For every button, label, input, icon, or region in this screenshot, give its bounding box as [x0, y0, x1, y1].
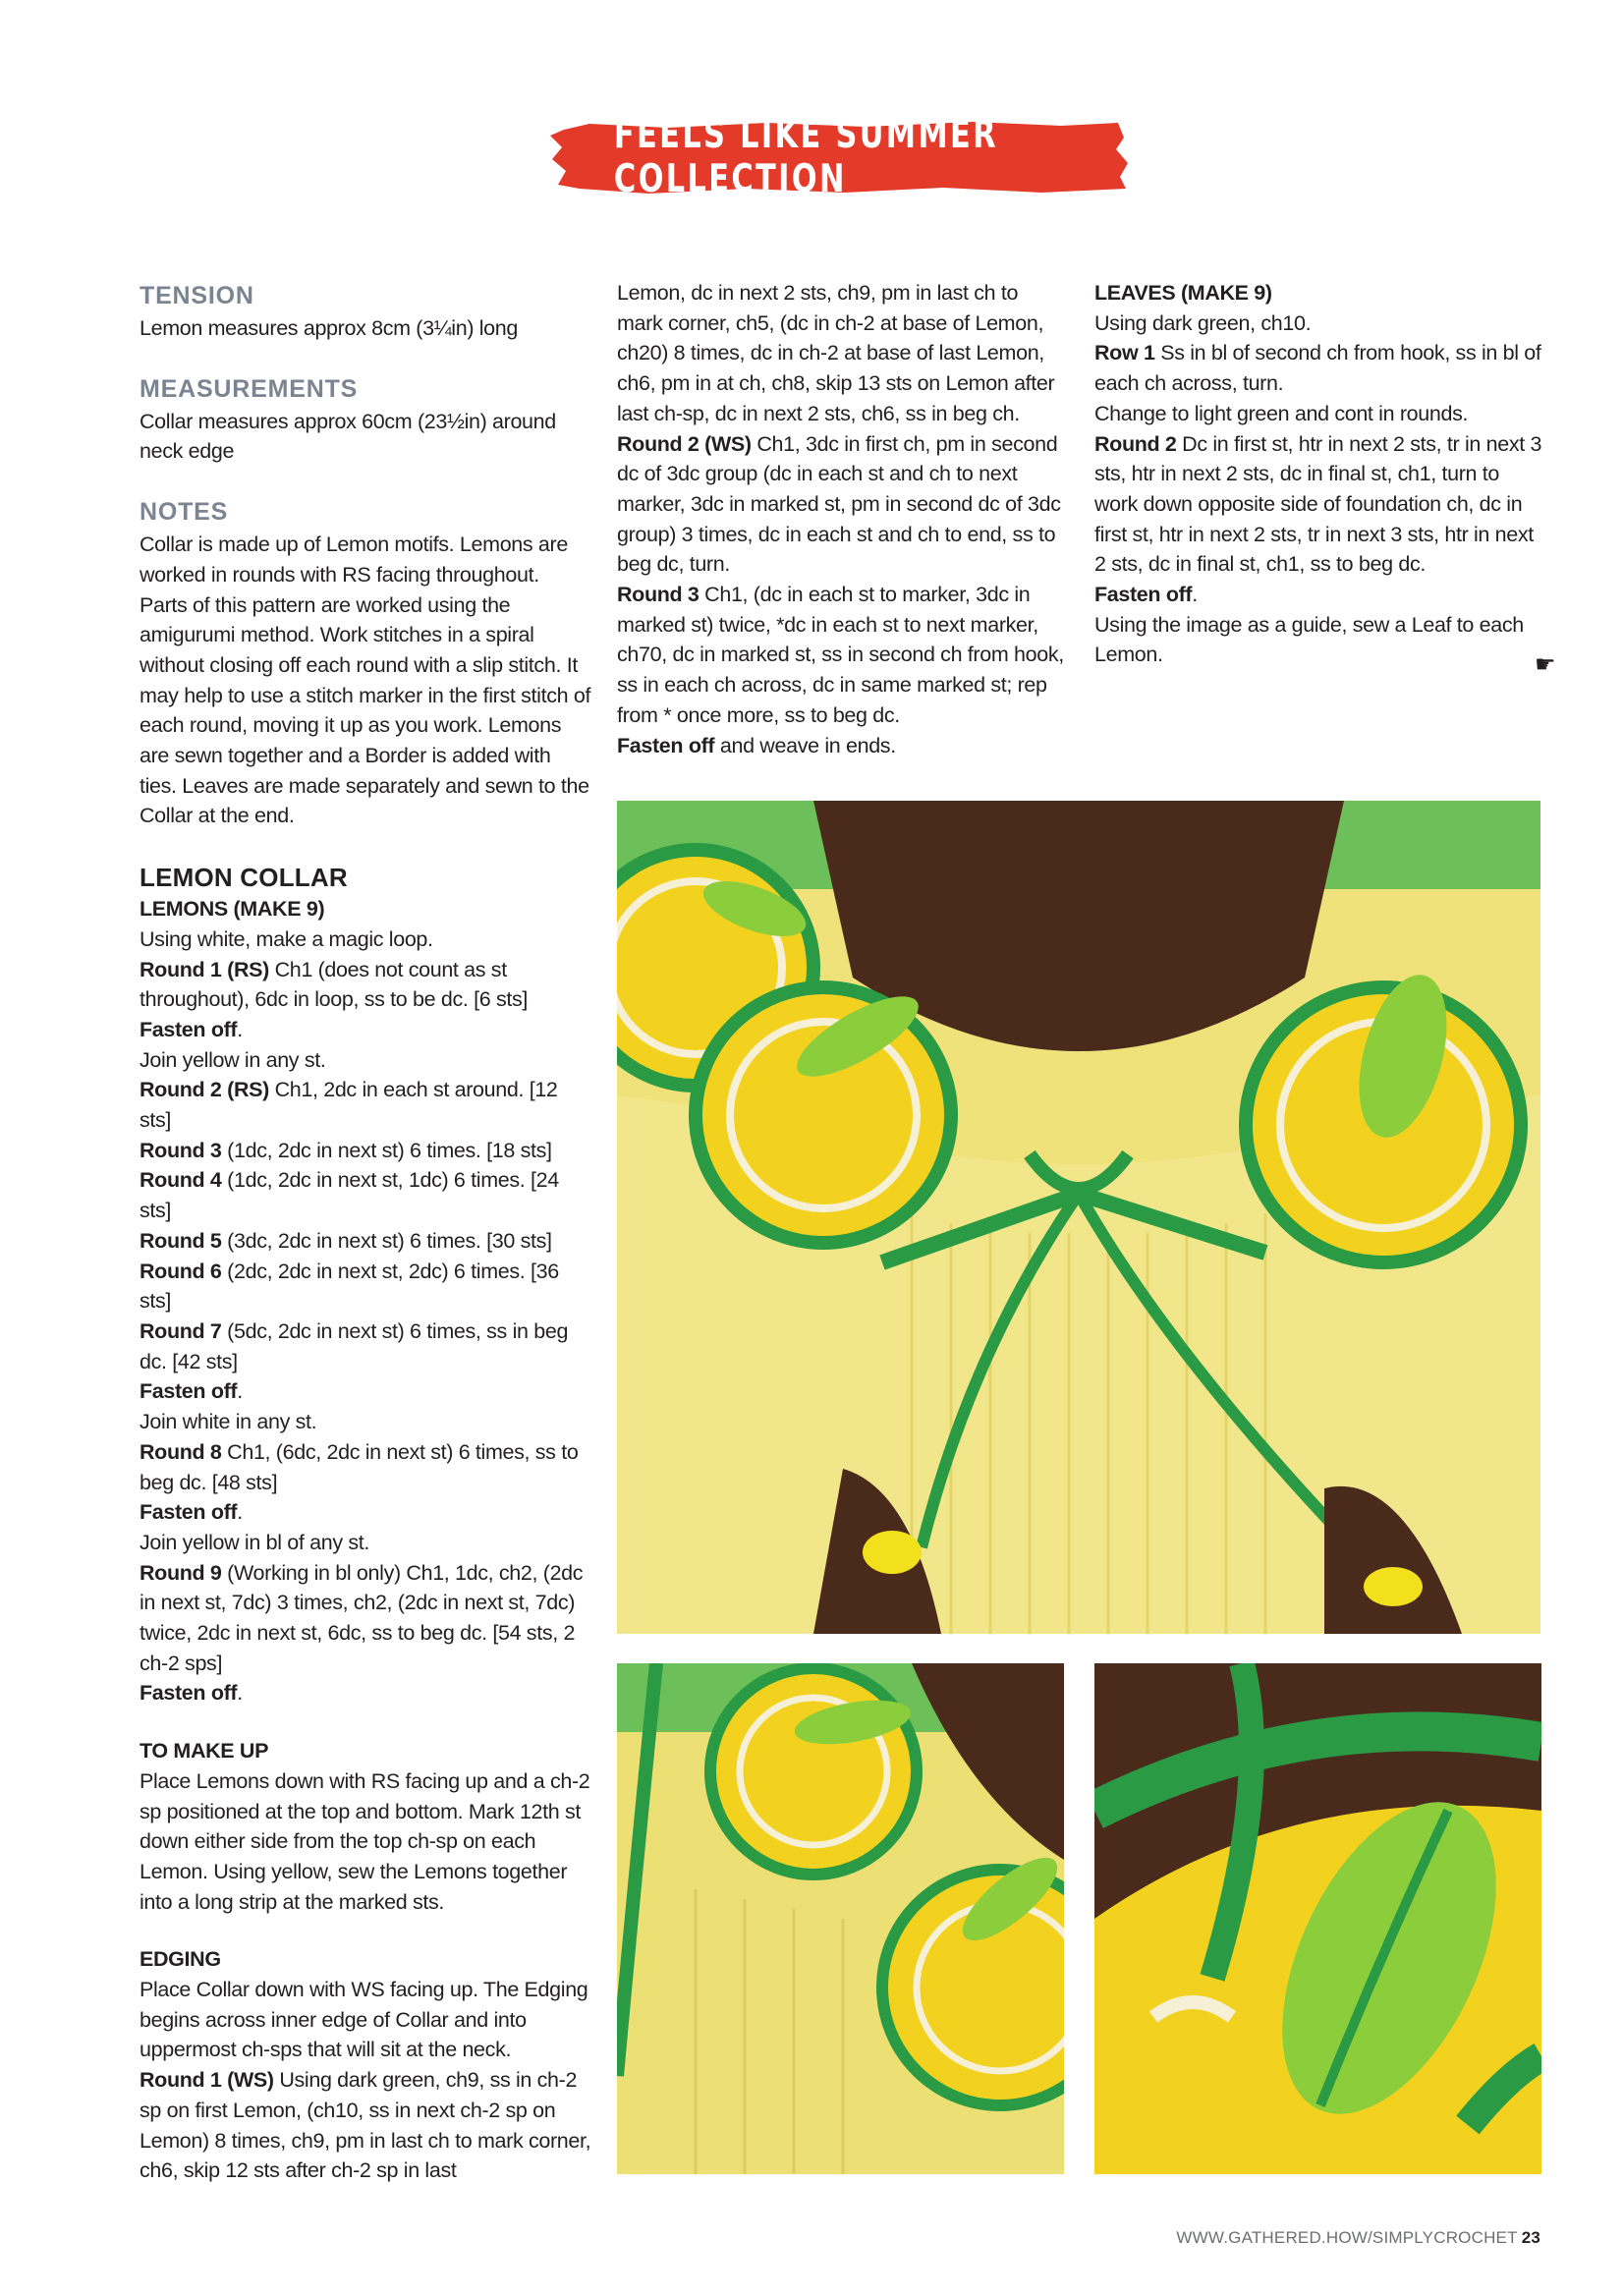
banner-title: FEELS LIKE SUMMER COLLECTION [613, 113, 998, 201]
collar-detail-photo-left [617, 1663, 1064, 2174]
make-up-heading: TO MAKE UP [140, 1739, 269, 1764]
edging-continued: Lemon, dc in next 2 sts, ch9, pm in last ch to mark corner, ch5, (dc in ch-2 at base of Lemon, ch20) 8 times, dc in ch-2 at base of last Lemon, ch6, pm in at ch, ch8, skip 13 sts on Lemon after last ch-sp, dc in next 2 sts, ch6, ss in beg ch. [617, 281, 1055, 425]
edging-round-3: Round 3 Ch1, (dc in each st to marker, 3dc in marked st) twice, *dc in each st to next marker, ch70, dc in marked st, ss in second ch from hook, ss in each ch across, dc in same marked st; rep from * once more, ss to beg dc. [617, 583, 1064, 727]
measurements-heading: MEASUREMENTS [140, 374, 359, 403]
lemons-heading: LEMONS (MAKE 9) [140, 897, 325, 922]
lemon-round-6: Round 6 (2dc, 2dc in next st, 2dc) 6 times. [36 sts] [140, 1259, 559, 1314]
edging-round-2: Round 2 (WS) Ch1, 3dc in first ch, pm in second dc of 3dc group (dc in each st and ch to next marker, 3dc in marked st, pm in second dc of 3dc group) 3 times, dc in each st and ch to end, ss to beg dc, turn. [617, 431, 1061, 577]
lemon-round-4: Round 4 (1dc, 2dc in next st, 1dc) 6 times. [24 sts] [140, 1168, 559, 1223]
leaf-row-1: Row 1 Ss in bl of second ch from hook, ss in bl of each ch across, turn. [1094, 341, 1541, 396]
fasten-off-2: Fasten off. [140, 1379, 243, 1404]
fasten-off-3: Fasten off. [140, 1500, 243, 1525]
notes-text: Collar is made up of Lemon motifs. Lemons are worked in rounds with RS facing throughout. Parts of this pattern are worked using the amigurumi method. Work stitches in a spiral without closing off each round with a slip stitch. It may help to use a stitch marker in the first stitch of each round, moving it up as you work. Lemons are sewn together and a Border is added with ties. Leaves are made separately and sewn to the Collar at the end. [140, 532, 591, 828]
join-yellow-bl: Join yellow in bl of any st. [140, 1530, 369, 1554]
join-yellow: Join yellow in any st. [140, 1047, 326, 1072]
lemon-round-5: Round 5 (3dc, 2dc in next st) 6 times. [30 sts] [140, 1228, 552, 1253]
page-number: 23 [1521, 2228, 1540, 2247]
collar-detail-photo-right [1094, 1663, 1541, 2174]
leaf-final-text: Using the image as a guide, sew a Leaf to each Lemon. [1094, 612, 1524, 667]
column-left [140, 278, 591, 2186]
pointing-hand-icon: ☛ [1535, 651, 1556, 678]
make-up-text: Place Lemons down with RS facing up and a ch-2 sp positioned at the top and bottom. Mark 12th st down either side from the top ch-sp on each Lemon. Using yellow, sew the Lemons together into a long strip at the marked sts. [140, 1768, 590, 1914]
lemon-round-9: Round 9 (Working in bl only) Ch1, 1dc, ch2, (2dc in next st, 7dc) 3 times, ch2, (2dc in next st, 7dc) twice, 2dc in next st, 6dc, ss to beg dc. [54 sts, 2 ch-2 sps] [140, 1560, 584, 1675]
tension-heading: TENSION [140, 282, 254, 309]
leaf-fasten-off: Fasten off. [1094, 583, 1198, 607]
edging-text: Place Collar down with WS facing up. The Edging begins across inner edge of Collar and into uppermost ch-sps that will sit at the neck. [140, 1978, 588, 2062]
measurements-text: Collar measures approx 60cm (23½in) around neck edge [140, 409, 556, 464]
fasten-off-4: Fasten off. [140, 1681, 243, 1706]
lemon-collar-heading: LEMON COLLAR [140, 863, 348, 893]
leaves-intro: Using dark green, ch10. [1094, 310, 1312, 335]
lemon-round-2: Round 2 (RS) Ch1, 2dc in each st around. [12 sts] [140, 1078, 558, 1133]
collar-main-photo [617, 801, 1540, 1634]
lemons-intro: Using white, make a magic loop. [140, 926, 433, 951]
leaves-heading: LEAVES (MAKE 9) [1094, 281, 1272, 305]
fasten-off-1: Fasten off. [140, 1017, 243, 1041]
lemon-round-1: Round 1 (RS) Ch1 (does not count as st throughout), 6dc in loop, ss to be dc. [6 sts] [140, 957, 529, 1012]
leaf-round-2: Round 2 Dc in first st, htr in next 2 sts, tr in next 3 sts, htr in next 2 sts, dc in final st, ch1, turn to work down opposite side of foundation ch, dc in first st, htr in next 2 sts, tr in next 3 sts, htr in next 2 sts, dc in final st, ch1, ss to beg dc. [1094, 431, 1542, 577]
join-white: Join white in any st. [140, 1410, 317, 1434]
collection-banner [550, 113, 1130, 201]
leaf-change-colour: Change to light green and cont in rounds. [1094, 401, 1469, 425]
footer-url: WWW.GATHERED.HOW/SIMPLYCROCHET [1176, 2228, 1518, 2247]
notes-heading: NOTES [140, 498, 229, 527]
tension-text: Lemon measures approx 8cm (3¼in) long [140, 316, 518, 340]
lemon-round-7: Round 7 (5dc, 2dc in next st) 6 times, ss in beg dc. [42 sts] [140, 1318, 569, 1373]
edging-fasten-off: Fasten off and weave in ends. [617, 733, 896, 757]
lemon-round-8: Round 8 Ch1, (6dc, 2dc in next st) 6 times, ss to beg dc. [48 sts] [140, 1439, 579, 1494]
edging-heading: EDGING [140, 1947, 221, 1972]
page-footer [1176, 2228, 1540, 2248]
edging-round-1: Round 1 (WS) Using dark green, ch9, ss in ch-2 sp on first Lemon, (ch10, ss in next ch-2 sp on Lemon) 8 times, ch9, pm in last ch to mark corner, ch6, skip 12 sts after ch-2 sp in last [140, 2068, 591, 2183]
column-middle [617, 278, 1069, 760]
column-right [1094, 278, 1546, 670]
lemon-round-3: Round 3 (1dc, 2dc in next st) 6 times. [18 sts] [140, 1138, 552, 1162]
